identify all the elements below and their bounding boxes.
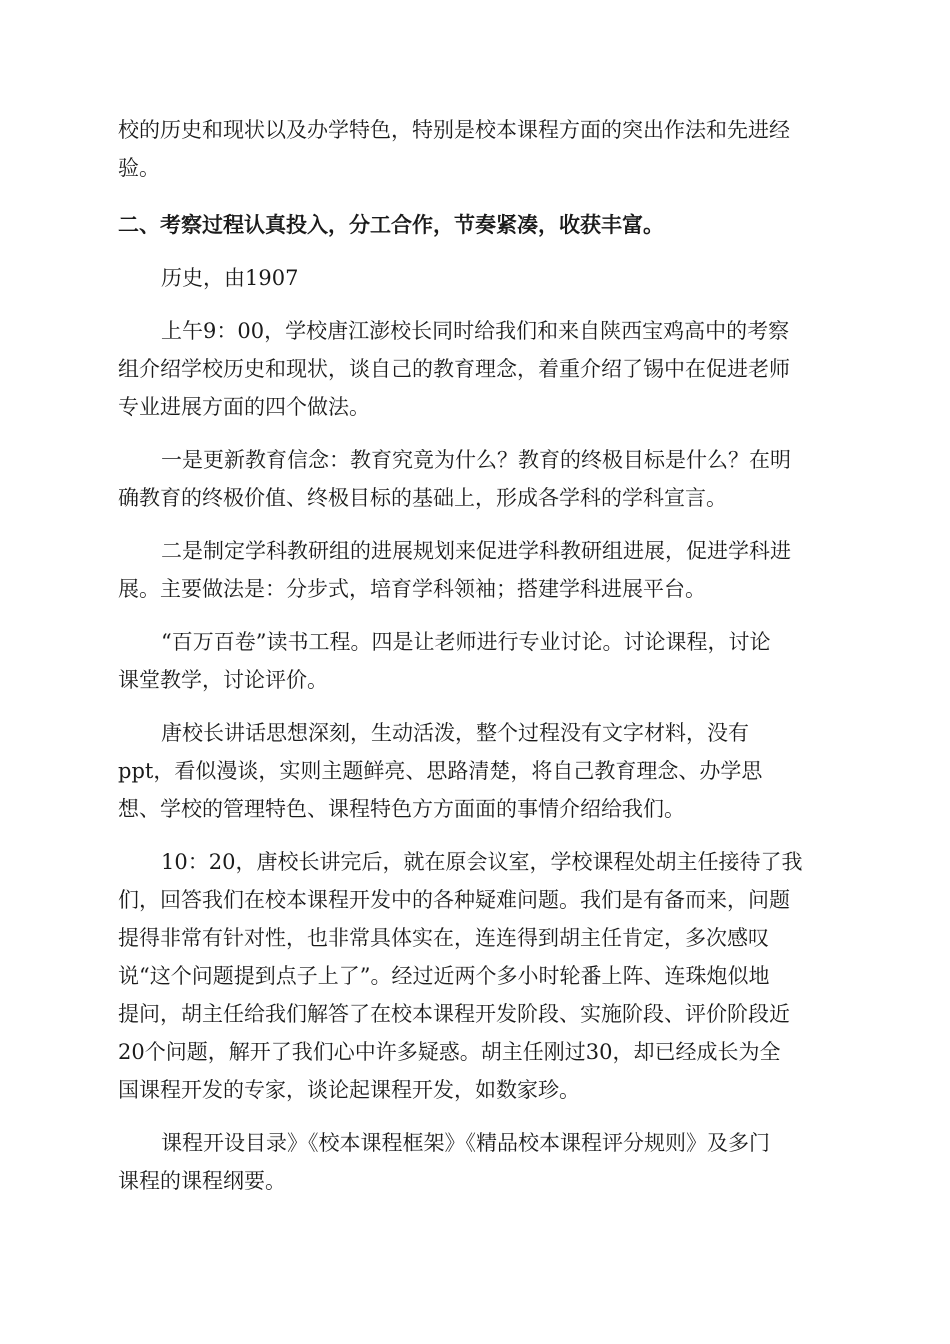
text-line: 课程开设目录》《校本课程框架》《精品校本课程评分规则》及多门	[161, 1131, 770, 1155]
text-line: 们，回答我们在校本课程开发中的各种疑难问题。我们是有备而来，问题	[118, 888, 790, 912]
text-line: 唐校长讲话思想深刻，生动活泼，整个过程没有文字材料，没有	[161, 721, 749, 745]
text-line: 历史，由1907	[161, 266, 299, 290]
text-line: 二是制定学科教研组的进展规划来促进学科教研组进展，促进学科进	[161, 539, 791, 563]
text-line: 课程的课程纲要。	[118, 1169, 286, 1193]
text-line: 展。主要做法是：分步式，培育学科领袖；搭建学科进展平台。	[118, 577, 706, 601]
text-line: “百万百卷”读书工程。四是让老师进行专业讨论。讨论课程，讨论	[161, 630, 771, 654]
text-line: 确教育的终极价值、终极目标的基础上，形成各学科的学科宣言。	[118, 486, 727, 510]
section-heading: 二、考察过程认真投入，分工合作，节奏紧凑，收获丰富。	[118, 213, 664, 237]
text-line: 说“这个问题提到点子上了”。经过近两个多小时轮番上阵、连珠炮似地	[118, 964, 770, 988]
text-line: 课堂教学，讨论评价。	[118, 668, 328, 692]
text-line: 想、学校的管理特色、课程特色方方面面的事情介绍给我们。	[118, 797, 685, 821]
text-line: 上午9：00，学校唐江澎校长同时给我们和来自陕西宝鸡高中的考察	[161, 319, 790, 343]
text-line: 一是更新教育信念：教育究竟为什么？教育的终极目标是什么？在明	[161, 448, 791, 472]
text-line: 组介绍学校历史和现状，谈自己的教育理念，着重介绍了锡中在促进老师	[118, 357, 790, 381]
text-line: 验。	[118, 156, 160, 180]
text-line: 10：20，唐校长讲完后，就在原会议室，学校课程处胡主任接待了我	[161, 850, 803, 874]
text-line: 校的历史和现状以及办学特色，特别是校本课程方面的突出作法和先进经	[118, 118, 790, 142]
text-line: ppt，看似漫谈，实则主题鲜亮、思路清楚，将自己教育理念、办学思	[118, 759, 763, 783]
text-line: 20个问题，解开了我们心中许多疑惑。胡主任刚过30，却已经成长为全	[118, 1040, 781, 1064]
text-line: 提问，胡主任给我们解答了在校本课程开发阶段、实施阶段、评价阶段近	[118, 1002, 790, 1026]
text-line: 专业进展方面的四个做法。	[118, 395, 370, 419]
text-line: 提得非常有针对性，也非常具体实在，连连得到胡主任肯定，多次感叹	[118, 926, 769, 950]
text-line: 国课程开发的专家，谈论起课程开发，如数家珍。	[118, 1078, 580, 1102]
